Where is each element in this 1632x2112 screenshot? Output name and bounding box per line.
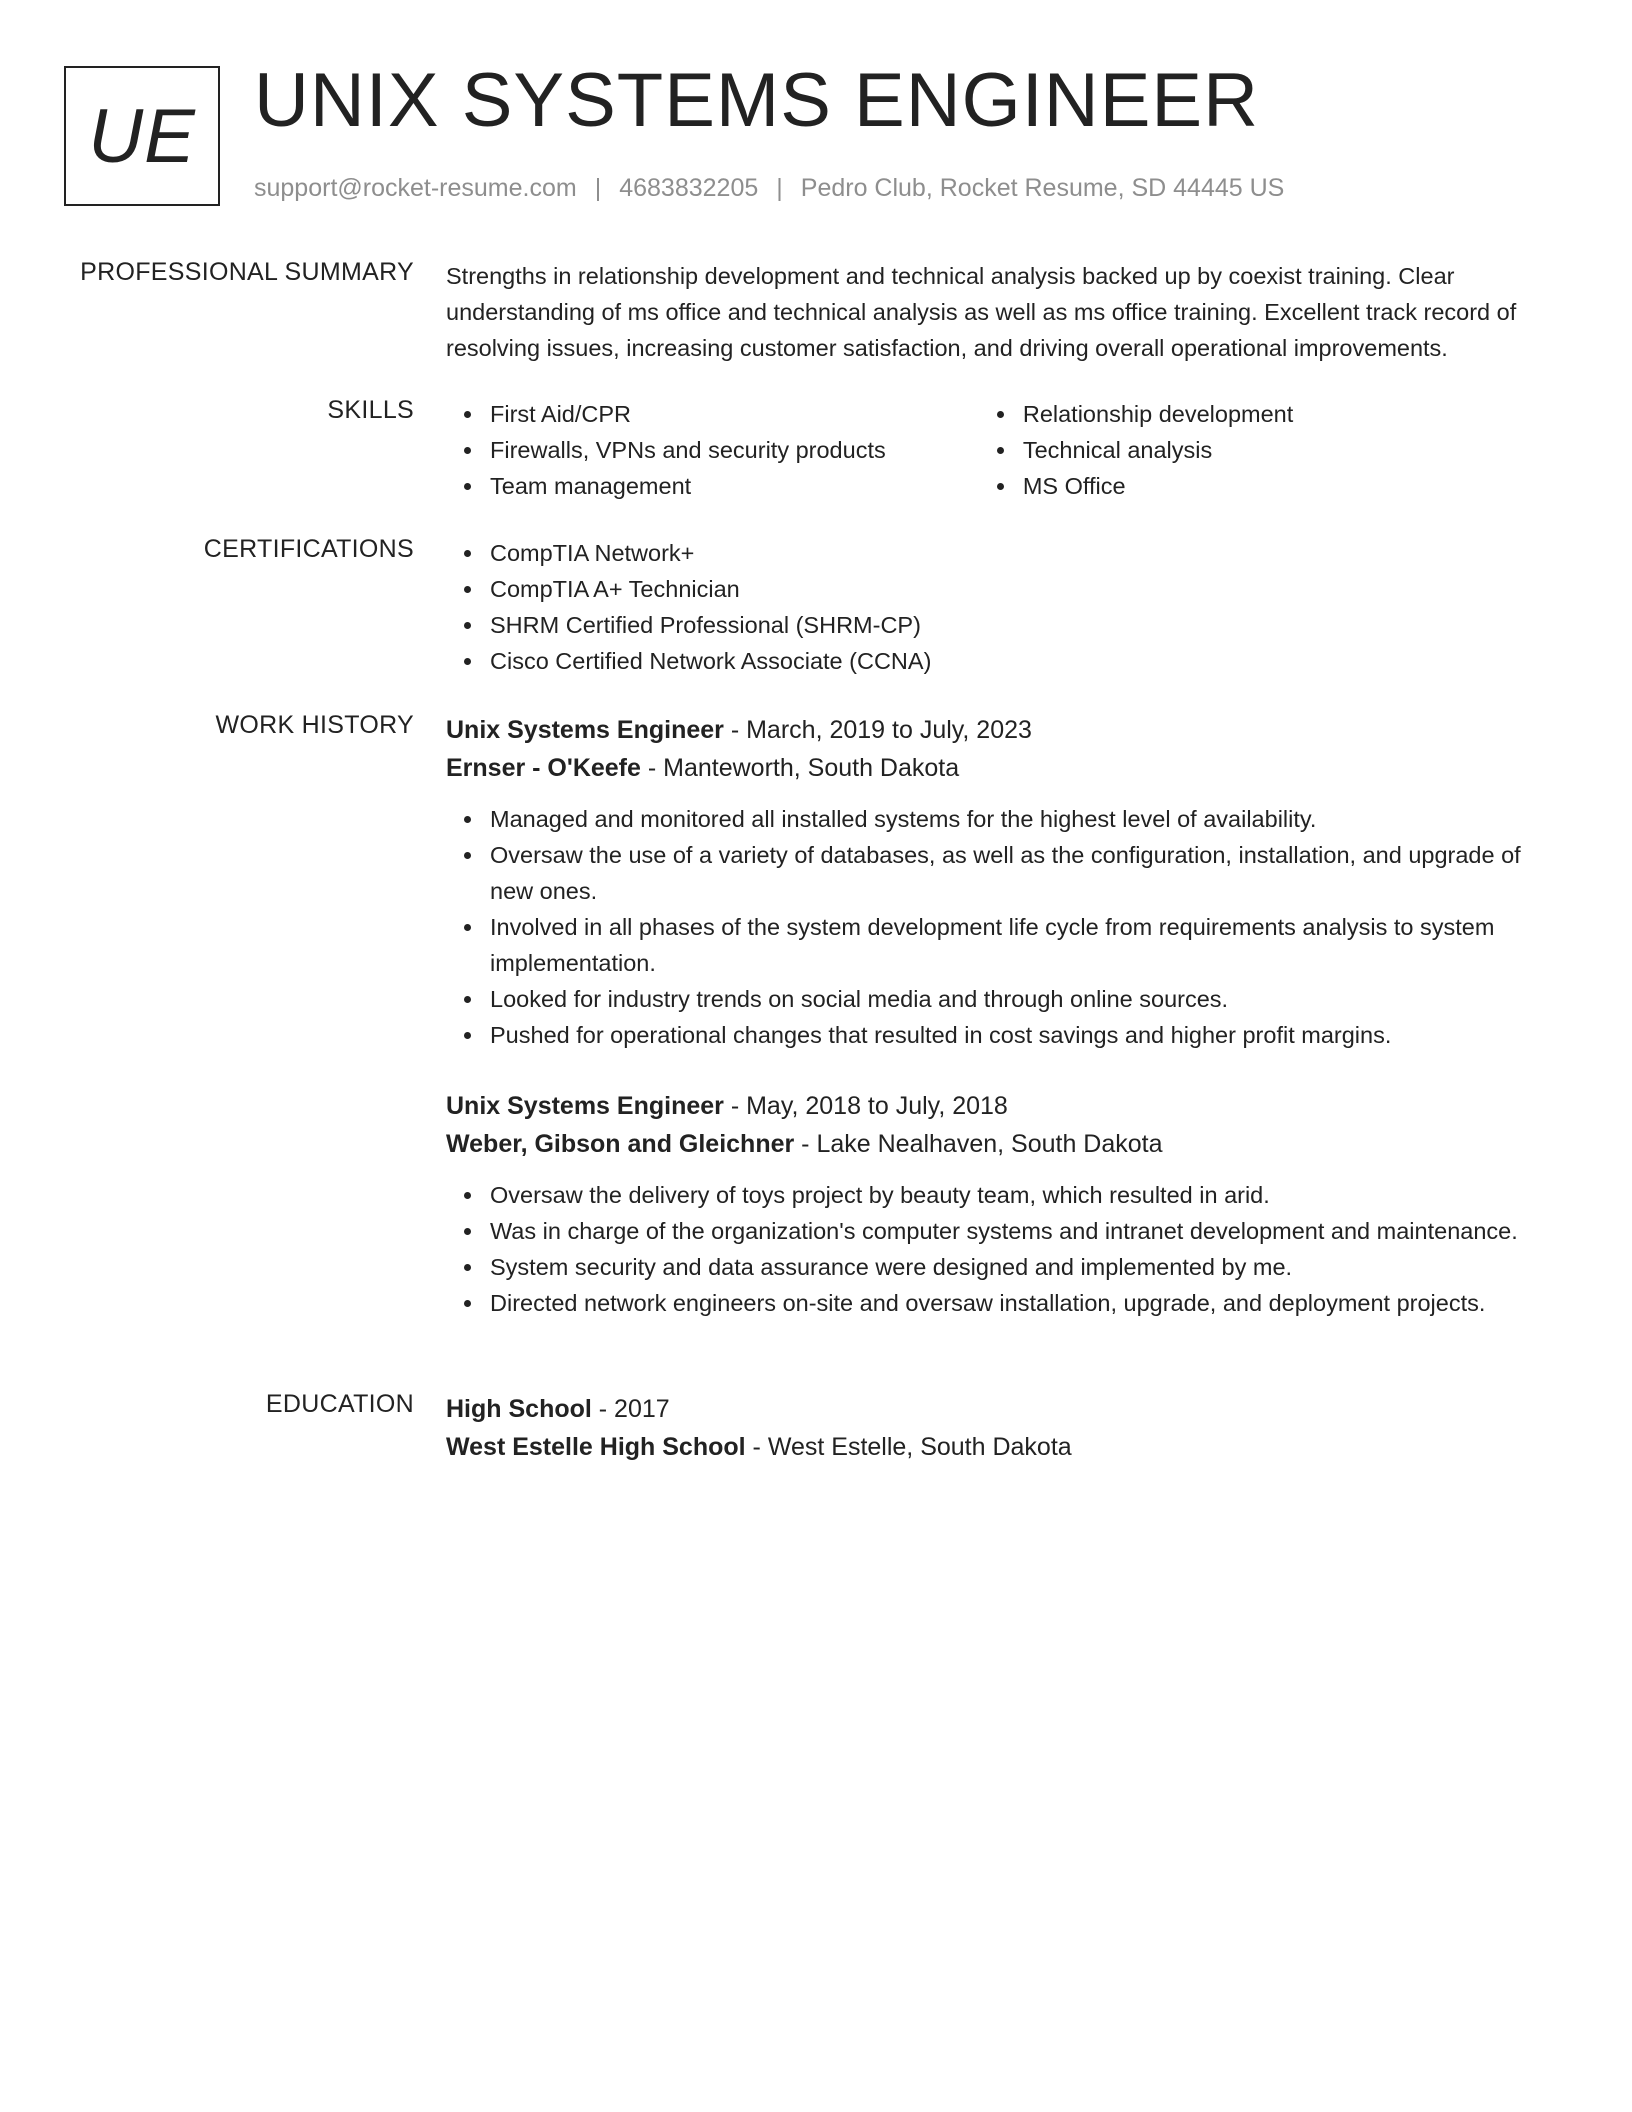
certification-item: CompTIA Network+ (490, 535, 1566, 571)
section-label-summary: PROFESSIONAL SUMMARY (80, 258, 414, 286)
education-degree-line (446, 1390, 1566, 1428)
job-company: Weber, Gibson and Gleichner (446, 1130, 795, 1158)
job-duty-item: Oversaw the use of a variety of databases, as well as the configuration, installation, and upgrade of new ones. (490, 837, 1566, 909)
education-body (446, 1390, 1566, 1466)
job-title-line (446, 711, 1566, 749)
job-title-line (446, 1087, 1566, 1125)
job-duty-item: Involved in all phases of the system development life cycle from requirements analysis to system implementation. (490, 909, 1566, 981)
job-title: Unix Systems Engineer (446, 716, 724, 744)
certification-item: CompTIA A+ Technician (490, 571, 1566, 607)
skill-item: Firewalls, VPNs and security products (490, 432, 979, 468)
job-duties-list (446, 1177, 1566, 1321)
certifications-list (446, 535, 1566, 679)
job-title: Unix Systems Engineer (446, 1092, 724, 1120)
job-company-line (446, 1125, 1566, 1163)
section-label-work-history: WORK HISTORY (215, 711, 414, 739)
skill-item: Technical analysis (1023, 432, 1566, 468)
job-dates: - March, 2019 to July, 2023 (723, 716, 1032, 744)
certification-item: SHRM Certified Professional (SHRM-CP) (490, 607, 1566, 643)
job-duty-item: Directed network engineers on-site and oversaw installation, upgrade, and deployment projects. (490, 1285, 1566, 1321)
job-entry (446, 711, 1566, 1053)
skill-item: Team management (490, 468, 979, 504)
work-history-body (446, 711, 1566, 1321)
section-label-skills: SKILLS (327, 396, 414, 424)
job-duty-item: System security and data assurance were designed and implemented by me. (490, 1249, 1566, 1285)
contact-address: Pedro Club, Rocket Resume, SD 44445 US (800, 174, 1285, 202)
job-duties-list (446, 801, 1566, 1053)
contact-phone: 4683832205 (619, 174, 759, 202)
job-dates: - May, 2018 to July, 2018 (723, 1092, 1008, 1120)
education-school: West Estelle High School (446, 1433, 746, 1461)
job-location: - Lake Nealhaven, South Dakota (794, 1130, 1163, 1158)
section-label-education: EDUCATION (265, 1390, 414, 1418)
job-duty-item: Managed and monitored all installed systems for the highest level of availability. (490, 801, 1566, 837)
certification-item: Cisco Certified Network Associate (CCNA) (490, 643, 1566, 679)
education-degree: High School (446, 1395, 592, 1423)
education-location: - West Estelle, South Dakota (745, 1433, 1072, 1461)
skills-column-1 (446, 396, 979, 504)
job-company: Ernser - O'Keefe (446, 754, 641, 782)
education-year: - 2017 (591, 1395, 670, 1423)
job-duty-item: Oversaw the delivery of toys project by beauty team, which resulted in arid. (490, 1177, 1566, 1213)
certifications-body (446, 535, 1566, 679)
skill-item: Relationship development (1023, 396, 1566, 432)
contact-separator: | (776, 174, 783, 202)
job-location: - Manteworth, South Dakota (640, 754, 960, 782)
monogram-logo: UE (64, 66, 220, 206)
job-entry (446, 1087, 1566, 1321)
contact-email: support@rocket-resume.com (254, 174, 577, 202)
job-duty-item: Looked for industry trends on social media and through online sources. (490, 981, 1566, 1017)
page-title: UNIX SYSTEMS ENGINEER (254, 58, 1259, 143)
skill-item: MS Office (1023, 468, 1566, 504)
summary-text: Strengths in relationship development and technical analysis backed up by coexist training. Clear understanding of ms office and technical analysis as well as ms office training. Excellent track record of resolving issues, increasing customer satisfaction, and driving overall operational improvements. (446, 263, 1517, 361)
contact-separator: | (594, 174, 602, 202)
section-label-certifications: CERTIFICATIONS (203, 535, 414, 563)
skills-column-2 (979, 396, 1566, 504)
summary-body (446, 258, 1566, 366)
skill-item: First Aid/CPR (490, 396, 979, 432)
skills-list (446, 396, 1566, 504)
contact-line (254, 174, 1284, 203)
education-school-line (446, 1428, 1566, 1466)
job-company-line (446, 749, 1566, 787)
job-duty-item: Was in charge of the organization's computer systems and intranet development and maintenance. (490, 1213, 1566, 1249)
job-duty-item: Pushed for operational changes that resulted in cost savings and higher profit margins. (490, 1017, 1566, 1053)
